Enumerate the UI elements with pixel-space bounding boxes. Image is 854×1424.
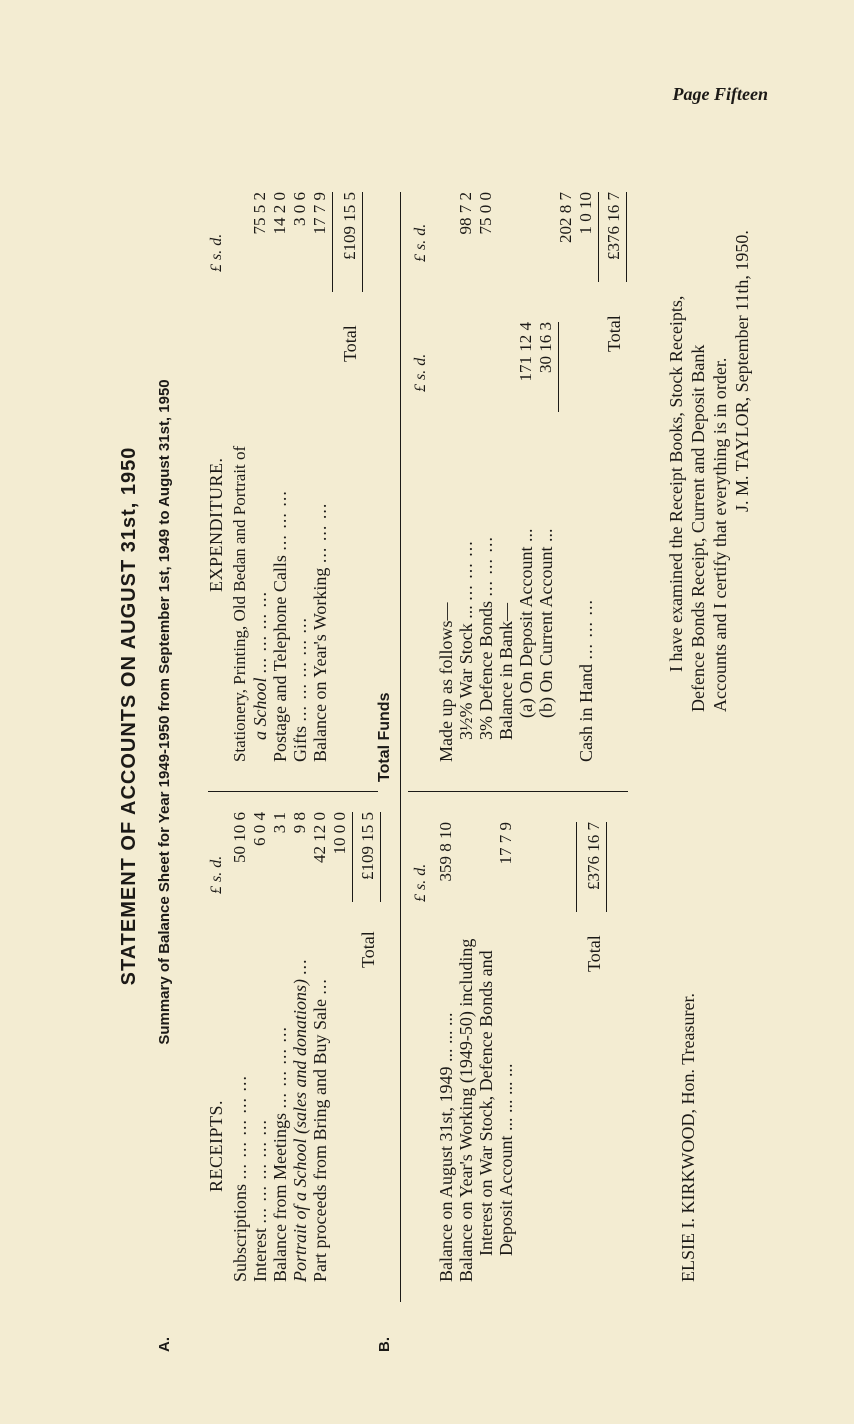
section-a-title: Summary of Balance Sheet for Year 1949-1950 from September 1st, 1949 to August 31st, 1950 — [156, 379, 173, 1045]
made-up-amount: 75 0 0 — [476, 192, 495, 235]
expenditure-row: Gifts ... ... ... ... ... — [290, 617, 310, 762]
expenditure-total-underline — [362, 192, 363, 292]
funds-amount: 17 7 9 — [496, 822, 515, 865]
made-up-total-label: Total — [604, 315, 624, 352]
receipt-row: Balance from Meetings ... ... ... ... — [270, 1026, 290, 1282]
funds-money-header: £ s. d. — [412, 863, 429, 902]
made-up-row: (a) On Deposit Account ... — [516, 528, 536, 718]
funds-total-rule — [576, 822, 577, 912]
receipt-amount: 3 1 — [270, 812, 289, 834]
receipts-total: £109 15 5 — [358, 812, 377, 880]
receipt-row: Interest ... ... ... ... ... — [250, 1119, 270, 1282]
expenditure-total: £109 15 5 — [340, 192, 359, 260]
treasurer-signature: ELSIE I. KIRKWOOD, Hon. Treasurer. — [678, 993, 698, 1282]
expenditure-total-rule — [332, 192, 333, 292]
made-up-sub-amount: 30 16 3 — [536, 322, 555, 373]
funds-amount: 359 8 10 — [436, 822, 455, 882]
receipts-total-rule — [352, 812, 353, 902]
section-b-heading: Total Funds — [376, 692, 393, 782]
funds-row: Balance on Year's Working (1949-50) including — [456, 938, 476, 1282]
made-up-row: Balance in Bank— — [496, 603, 516, 740]
funds-total-label: Total — [584, 935, 604, 972]
made-up-amount: 1 0 10 — [576, 192, 595, 235]
expenditure-row: Stationery, Printing, Old Bedan and Portrait of — [230, 445, 249, 762]
made-up-total-rule — [598, 192, 599, 282]
column-divider — [208, 791, 378, 792]
auditor-signature: J. M. TAYLOR, September 11th, 1950. — [732, 230, 752, 512]
made-up-row: (b) On Current Account ... — [536, 528, 556, 718]
made-up-header: Made up as follows— — [436, 602, 456, 762]
section-a-label: A. — [156, 1337, 173, 1352]
expenditure-amount: 17 7 9 — [310, 192, 329, 235]
funds-total-underline — [606, 822, 607, 912]
made-up-row: 3% Defence Bonds ... ... ... — [476, 536, 496, 740]
funds-total: £376 16 7 — [584, 822, 603, 890]
receipts-money-header: £ s. d. — [208, 855, 225, 894]
expenditure-amount: 14 2 0 — [270, 192, 289, 235]
receipt-amount: 9 8 — [290, 812, 309, 834]
audit-line: Accounts and I certify that everything is in order. — [710, 357, 730, 712]
made-up-amount: 202 8 7 — [556, 192, 575, 243]
expenditure-row: Balance on Year's Working ... ... ... — [310, 502, 330, 762]
receipt-amount: 50 10 6 — [230, 812, 249, 863]
audit-line: Defence Bonds Receipt, Current and Deposit Bank — [688, 344, 708, 712]
section-a-heading — [156, 80, 173, 1352]
receipts-header: RECEIPTS. — [206, 1099, 226, 1192]
expenditure-money-header: £ s. d. — [208, 233, 225, 272]
page-number: Page Fifteen — [672, 84, 768, 104]
receipt-amount: 10 0 0 — [330, 812, 349, 855]
receipt-amount: 42 12 0 — [310, 812, 329, 863]
bank-subtotal-rule — [558, 322, 559, 412]
column-divider — [408, 791, 628, 792]
receipt-row: Part proceeds from Bring and Buy Sale ... — [310, 978, 330, 1282]
receipt-row: Subscriptions ... ... ... ... ... — [230, 1074, 250, 1282]
statement-sheet — [118, 80, 818, 1352]
expenditure-amount: 75 5 2 — [250, 192, 269, 235]
expenditure-header: EXPENDITURE. — [206, 457, 226, 592]
expenditure-total-label: Total — [340, 325, 360, 362]
made-up-row: Cash in Hand ... ... ... — [576, 599, 596, 762]
receipt-row: Portrait of a School (sales and donations) ... — [290, 958, 310, 1282]
made-up-sub-header: £ s. d. — [412, 353, 429, 392]
made-up-total: £376 16 7 — [604, 192, 623, 260]
funds-row: Balance on August 31st, 1949 ... ... ... — [436, 1012, 456, 1282]
made-up-total-underline — [626, 192, 627, 282]
section-divider — [400, 192, 401, 1302]
expenditure-row: Postage and Telephone Calls ... ... ... — [270, 490, 290, 762]
funds-row: Deposit Account ... ... ... ... — [496, 1063, 516, 1256]
section-b-label: B. — [376, 1337, 393, 1352]
receipts-total-label: Total — [358, 931, 378, 968]
audit-line: I have examined the Receipt Books, Stock Receipts, — [666, 295, 686, 672]
expenditure-row: a School ... ... ... ... — [250, 590, 270, 740]
document-title: STATEMENT OF ACCOUNTS ON AUGUST 31st, 1950 — [118, 446, 140, 986]
receipts-total-underline — [380, 812, 381, 902]
made-up-sub-amount: 171 12 4 — [516, 322, 535, 382]
made-up-money-header: £ s. d. — [412, 223, 429, 262]
receipt-amount: 6 0 4 — [250, 812, 269, 846]
made-up-amount: 98 7 2 — [456, 192, 475, 235]
expenditure-amount: 3 0 6 — [290, 192, 309, 226]
made-up-row: 3½% War Stock ... ... ... ... — [456, 540, 476, 740]
funds-row: Interest on War Stock, Defence Bonds and — [476, 950, 496, 1256]
